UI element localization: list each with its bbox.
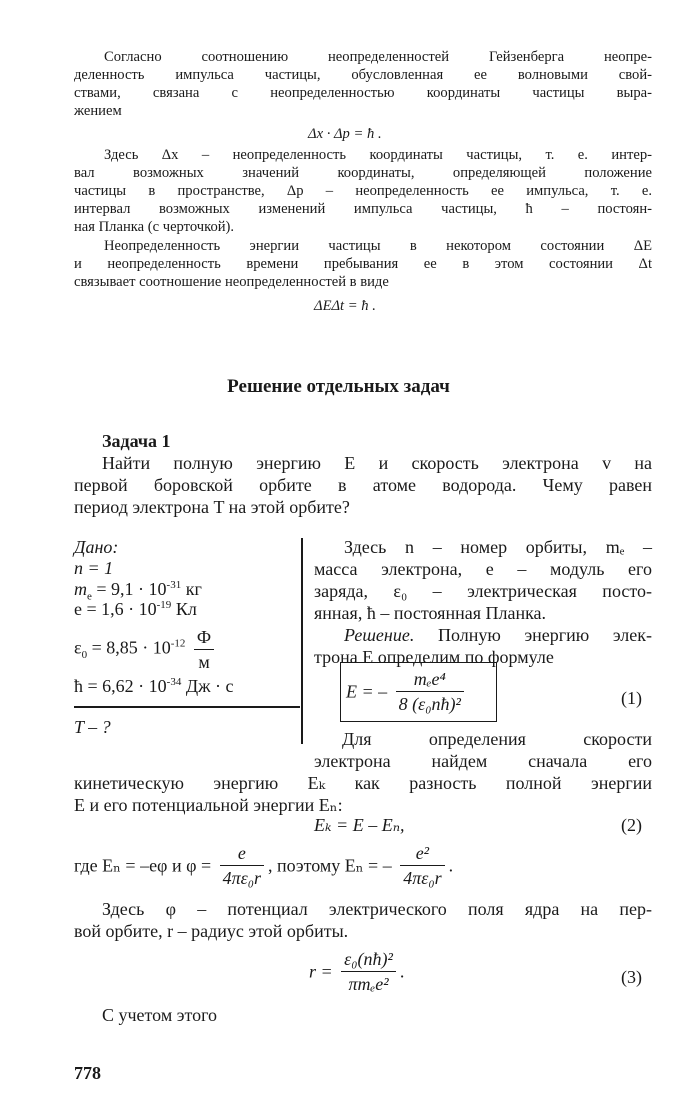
formula-1 xyxy=(346,668,468,715)
text-line: частицы в пространстве, Δp – неопределенность ее импульса, т. е. xyxy=(74,183,652,199)
formula-potential xyxy=(74,842,453,889)
subscript: 0 xyxy=(81,649,88,662)
text-line: жением xyxy=(74,103,122,119)
text-line: Найти полную энергию E и скорость электрона v на xyxy=(102,453,652,473)
unit: Кл xyxy=(171,599,197,619)
body-paragraph xyxy=(74,772,652,816)
denominator: πmₑe² xyxy=(348,974,389,994)
value: ħ = 6,62 · 10 xyxy=(74,676,167,696)
exponent: -12 xyxy=(170,637,186,650)
given-divider xyxy=(74,706,300,708)
right-column-after xyxy=(342,728,652,750)
value: e = 1,6 · 10 xyxy=(74,599,157,619)
solution-label: Решение. xyxy=(344,625,415,645)
numerator: Ф xyxy=(194,626,214,650)
page-number: 778 xyxy=(74,1063,101,1083)
text-line: ная Планка (с черточкой). xyxy=(74,219,235,235)
subscript: e xyxy=(87,590,92,603)
task-text xyxy=(74,452,652,518)
given-label: Дано: xyxy=(74,537,119,557)
find-label: T – ? xyxy=(74,717,111,737)
formula-text: где Eₙ = –eφ и φ = xyxy=(74,855,212,876)
text-line: Неопределенность энергии частицы в некотором состоянии ΔE xyxy=(104,238,652,254)
text-line: Для определения скорости xyxy=(342,729,652,749)
text-line: вал возможных значений координаты, определяющей положение xyxy=(74,165,652,181)
solution-text: Полную энергию элек- xyxy=(414,625,652,645)
text-line: Здесь n – номер орбиты, mₑ – xyxy=(344,537,652,557)
text-line: Здесь Δx – неопределенность координаты частицы, т. е. интер- xyxy=(104,147,652,163)
formula-fraction xyxy=(220,842,264,889)
text-line: Здесь φ – потенциал электрического поля ядра на пер- xyxy=(102,899,652,919)
text-line: E и его потенциальной энергии Eₙ: xyxy=(74,795,343,815)
formula-fraction xyxy=(341,948,396,995)
formula-lhs: E = – xyxy=(346,681,388,702)
denominator: 8 (ε₀nħ)² xyxy=(398,694,461,714)
text-line: ствами, связана с неопределенностью координаты частицы выра- xyxy=(74,85,652,101)
text-line: Согласно соотношению неопределенностей Гейзенберга неопре- xyxy=(104,49,652,65)
unit: Дж · с xyxy=(181,676,234,696)
numerator: e xyxy=(220,842,264,866)
text-line: связывает соотношение неопределенностей в виде xyxy=(74,274,389,290)
text-line: и неопределенность времени пребывания ее в этом состоянии Δt xyxy=(74,256,652,272)
task-title: Задача 1 xyxy=(102,431,171,451)
text-line: трона E определим по формуле xyxy=(314,647,554,667)
text-line: период электрона T на этой орбите? xyxy=(74,497,350,517)
text-line: деленность импульса частицы, обусловленная ее волновыми свой- xyxy=(74,67,652,83)
given-n: n = 1 xyxy=(74,558,114,578)
unit: кг xyxy=(181,579,202,599)
formula-2: Eₖ = E – Eₙ, xyxy=(314,815,405,835)
right-column-after-2 xyxy=(314,750,652,772)
unit-fraction xyxy=(194,626,214,673)
given-separator xyxy=(301,538,303,744)
value: = 9,1 · 10 xyxy=(91,579,167,599)
numerator: ε₀(nħ)² xyxy=(341,948,396,972)
formula-text: , поэтому Eₙ = – xyxy=(268,855,392,876)
text-line: янная, ħ – постоянная Планка. xyxy=(314,603,547,623)
formula-fraction xyxy=(400,842,444,889)
text-line: вой орбите, r – радиус этой орбиты. xyxy=(74,921,349,941)
value: = 8,85 · 10 xyxy=(87,637,171,658)
symbol: ε xyxy=(74,637,82,658)
text-line xyxy=(314,624,652,646)
exponent: -19 xyxy=(156,599,172,611)
denominator: 4πε₀r xyxy=(403,868,442,888)
phi-paragraph xyxy=(74,898,652,942)
text-line: интервал возможных изменений импульса частицы, ħ – постоян- xyxy=(74,201,652,217)
formula-fraction xyxy=(396,668,464,715)
intro-paragraph-1 xyxy=(74,48,652,120)
symbol: m xyxy=(74,579,87,599)
numerator: mₑe⁴ xyxy=(396,668,464,692)
given-epsilon xyxy=(74,626,218,673)
formula-1-number: (1) xyxy=(621,688,642,708)
right-column-text xyxy=(314,536,652,668)
text-line: заряда, ε₀ – электрическая посто- xyxy=(314,581,652,601)
formula-lhs: r = xyxy=(309,961,333,982)
formula-text: . xyxy=(448,855,454,876)
exponent: -34 xyxy=(166,676,182,688)
formula-3 xyxy=(309,948,404,995)
denominator: м xyxy=(198,652,210,672)
numerator: e² xyxy=(400,842,444,866)
text-line: кинетическую энергию Eₖ как разность полной энергии xyxy=(74,773,652,793)
section-title: Решение отдельных задач xyxy=(227,376,450,397)
exponent: -31 xyxy=(166,579,182,591)
closing-text: С учетом этого xyxy=(102,1005,218,1025)
formula-text: . xyxy=(399,961,405,982)
text-line: масса электрона, e – модуль его xyxy=(314,559,652,579)
given-electron-mass xyxy=(74,578,202,603)
formula-uncertainty-xp: Δx · Δp = ħ . xyxy=(308,126,382,142)
denominator: 4πε₀r xyxy=(222,868,261,888)
formula-3-number: (3) xyxy=(621,967,642,987)
intro-paragraph-3 xyxy=(74,237,652,291)
intro-paragraph-2 xyxy=(74,146,652,236)
given-charge xyxy=(74,598,197,620)
text-line: первой боровской орбите в атоме водорода. Чему равен xyxy=(74,475,652,495)
text-line: электрона найдем сначала его xyxy=(314,751,652,771)
given-planck xyxy=(74,675,234,697)
formula-2-number: (2) xyxy=(621,815,642,835)
formula-uncertainty-et: ΔEΔt = ħ . xyxy=(314,298,376,314)
